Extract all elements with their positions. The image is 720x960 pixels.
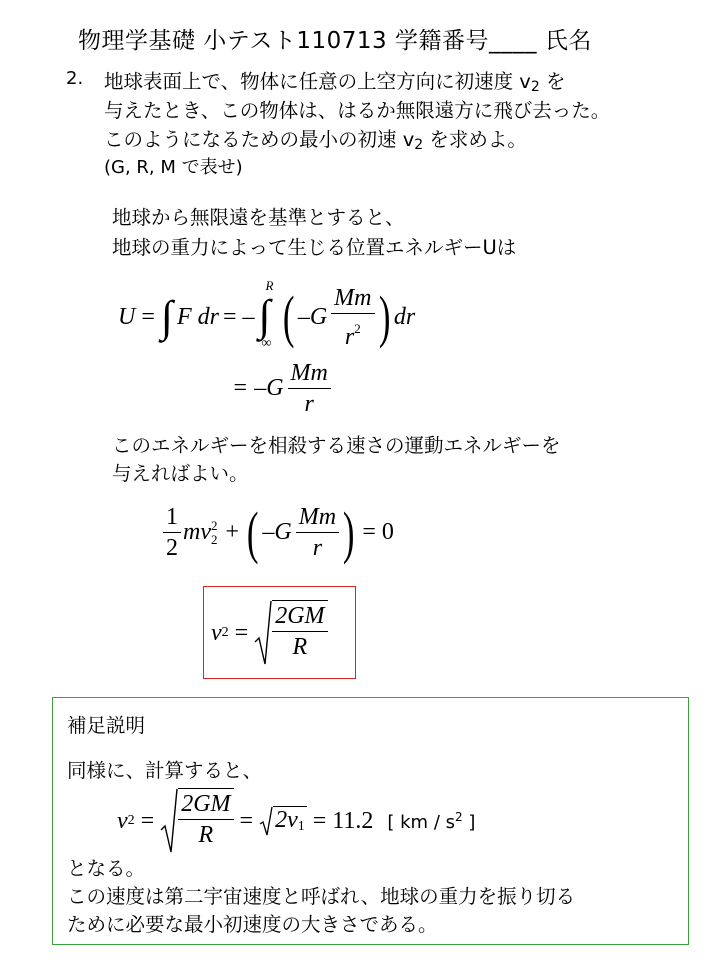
question-line-1-text: 地球表面上で、物体に任意の上空方向に初速度 v [104, 70, 531, 93]
eq1-dr: dr [393, 303, 416, 330]
eq1-denominator [331, 314, 374, 352]
page-title: 物理学基礎 小テスト110713 学籍番号____ 氏名 [78, 28, 592, 54]
note-2v-sub: 1 [297, 819, 305, 834]
supplement-line-1: 同様に、計算すると、 [67, 759, 263, 782]
eq1-minus-g: –G [297, 303, 328, 330]
eq3-denominator: r [312, 535, 323, 561]
answer-sqrt [254, 600, 327, 666]
note-value: = 11.2 [312, 807, 374, 834]
eq1-integral-body: F dr [176, 303, 219, 330]
supplement-line-2: となる。 [67, 857, 146, 880]
answer-sub: 2 [221, 625, 229, 640]
question-line-4: (G, R, M で表せ) [104, 157, 243, 178]
note-sqrt-1 [160, 788, 233, 854]
equation-potential-result [232, 358, 331, 419]
eq1-numerator: Mm [331, 283, 374, 314]
question-number: 2. [66, 68, 84, 89]
question-line-1-sub: 2 [530, 79, 540, 95]
sqrt-icon [160, 788, 178, 854]
question-line-3-text: このようになるための最小の初速 v [104, 128, 415, 151]
eq3-rhs: = 0 [362, 519, 394, 545]
half-numerator: 1 [163, 502, 181, 533]
note-equals-2: = [239, 807, 254, 834]
eq3-fraction [296, 502, 339, 563]
left-paren: ( [282, 284, 294, 349]
note-denominator: R [198, 822, 214, 848]
explanation-line-4: 与えればよい。 [112, 462, 249, 485]
eq3-plus: + [225, 519, 240, 545]
answer-fraction [272, 600, 327, 666]
eq3-sup: 2 [210, 517, 218, 533]
note-unit [387, 810, 475, 833]
definite-integral-sign: ∫ [258, 291, 271, 340]
question-line-2: 与えたとき、この物体は、はるか無限遠方に飛び去った。 [104, 99, 611, 122]
note-sqrt-body [273, 806, 307, 836]
eq1-fraction [331, 283, 374, 352]
note-equals-1: = [140, 807, 155, 834]
question-line-1-tail: を [539, 70, 566, 93]
note-fraction [178, 788, 233, 854]
eq3-left-paren: ( [246, 499, 259, 565]
sqrt-icon [259, 806, 273, 836]
note-v: v [117, 807, 128, 834]
eq2-numerator: Mm [288, 358, 331, 389]
upper-limit: R [265, 278, 274, 293]
eq1-lhs: U [118, 303, 136, 330]
note-v-sub: 2 [127, 813, 135, 828]
integral-sign: ∫ [160, 292, 173, 341]
note-2v: 2v [275, 807, 298, 833]
half-denominator: 2 [166, 535, 178, 561]
eq1-equals: = [141, 303, 155, 330]
question-line-3-sub: 2 [414, 137, 424, 153]
eq3-mv: mv [183, 519, 211, 545]
eq3-right-paren: ) [342, 499, 355, 565]
equation-energy-balance [163, 499, 394, 565]
supplement-line-4: ために必要な最小初速度の大きさである。 [67, 913, 438, 936]
note-unit-sup: 2 [454, 809, 463, 824]
note-numerator: 2GM [178, 789, 233, 820]
supplement-equation [117, 788, 475, 854]
eq3-minus-g: –G [262, 519, 292, 545]
eq3-sub: 2 [210, 531, 218, 547]
eq3-numerator: Mm [296, 502, 339, 533]
question-line-3 [104, 124, 527, 153]
definite-integral [258, 278, 277, 352]
question-line-1 [104, 66, 565, 95]
eq2-fraction [288, 358, 331, 419]
eq1-den-sup: 2 [354, 320, 361, 336]
eq2-equals-minus-g: = –G [232, 375, 284, 401]
explanation-line-2: 地球の重力によって生じる位置エネルギーUは [112, 236, 517, 259]
eq1-equals-minus: = – [222, 303, 255, 330]
explanation-line-1: 地球から無限遠を基準とすると、 [112, 206, 405, 229]
equation-potential-integral [118, 278, 416, 352]
eq2-denominator: r [304, 391, 314, 417]
note-unit-suffix: ] [462, 811, 476, 833]
right-paren: ) [378, 284, 390, 349]
sqrt-icon [254, 600, 272, 666]
answer-denominator: R [292, 634, 308, 660]
question-line-3-tail: を求めよ。 [423, 128, 527, 151]
answer-v: v [211, 619, 222, 646]
eq3-sub-sup [211, 519, 218, 547]
half-fraction [163, 502, 181, 563]
note-unit-prefix: [ km / s [387, 811, 455, 833]
supplement-box [52, 697, 689, 945]
answer-equals: = [234, 619, 249, 646]
answer-equation [211, 600, 328, 666]
note-sqrt-2 [259, 806, 307, 836]
eq1-den-r: r [344, 323, 355, 350]
answer-numerator: 2GM [272, 601, 327, 632]
supplement-line-3: この速度は第二宇宙速度と呼ばれ、地球の重力を振り切る [67, 885, 576, 908]
explanation-line-3: このエネルギーを相殺する速さの運動エネルギーを [112, 434, 561, 457]
supplement-heading: 補足説明 [67, 714, 146, 737]
lower-limit: ∞ [261, 336, 272, 351]
